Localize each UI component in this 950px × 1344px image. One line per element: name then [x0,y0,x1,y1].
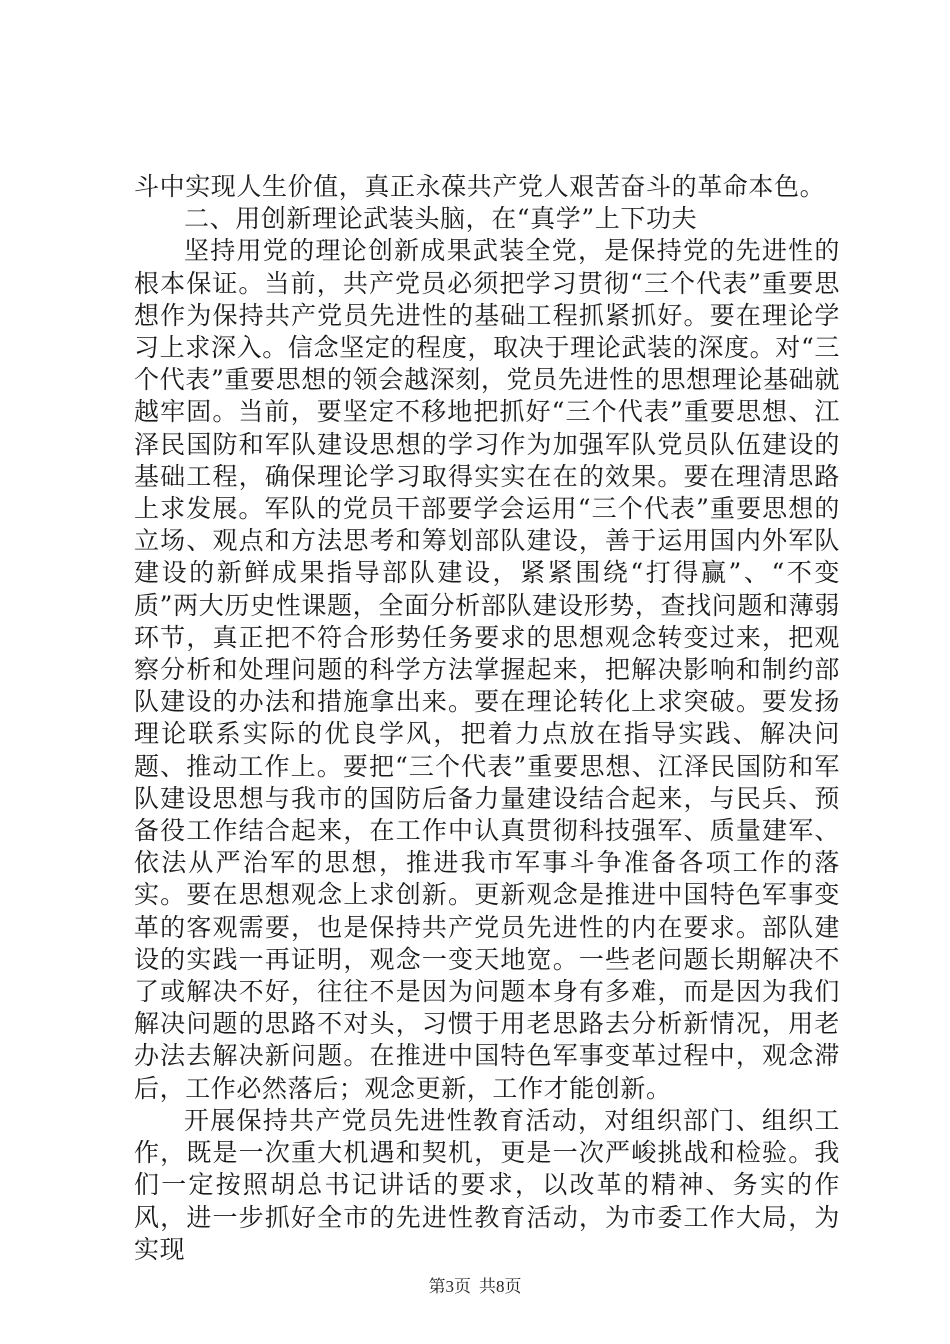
page-footer [0,1272,950,1297]
section-heading: 二、用创新理论武装头脑，在“真学”上下功夫 [184,204,698,234]
paragraph-continuation: 斗中实现人生价值，真正永葆共产党人艰苦奋斗的革命本色。 [134,172,826,201]
paragraph-theory: 坚持用党的理论创新成果武装全党，是保持党的先进性的根本保证。当前，共产党员必须把学习贯彻“三个代表”重要思想作为保持共产党员先进性的基础工程抓紧抓好。要在理论学习上求深入。信念坚定的程度，取决于理论武装的深度。对“三个代表”重要思想的领会越深刻，党员先进性的思想理论基础就越牢固。当前，要坚定不移地把抓好“三个代表”重要思想、江泽民国防和军队建设思想的学习作为加强军队党员队伍建设的基础工程，确保理论学习取得实实在在的效果。要在理清思路上求发展。军队的党员干部要学会运用“三个代表”重要思想的立场、观点和方法思考和筹划部队建设，善于运用国内外军队建设的新鲜成果指导部队建设，紧紧围绕“打得赢”、“不变质”两大历史性课题，全面分析部队建设形势，查找问题和薄弱环节，真正把不符合形势任务要求的思想观念转变过来，把观察分析和处理问题的科学方法掌握起来，把解决影响和制约部队建设的办法和措施拿出来。要在理论转化上求突破。要发扬理论联系实际的优良学风，把着力点放在指导实践、解决问题、推动工作上。要把“三个代表”重要思想、江泽民国防和军队建设思想与我市的国防后备力量建设结合起来，与民兵、预备役工作结合起来，在工作中认真贯彻科技强军、质量建军、依法从严治军的思想，推进我市军事斗争准备各项工作的落实。要在思想观念上求创新。更新观念是推进中国特色军事变革的客观需要，也是保持共产党员先进性的内在要求。部队建设的实践一再证明，观念一变天地宽。一些老问题长期解决不了或解决不好，往往不是因为问题本身有多难，而是因为我们解决问题的思路不对头，习惯于用老思路去分析新情况，用老办法去解决新问题。在推进中国特色军事变革过程中，观念滞后，工作必然落后；观念更新，工作才能创新。 [134,236,840,1103]
document-body [134,171,840,1266]
paragraph-conclusion: 开展保持共产党员先进性教育活动，对组织部门、组织工作，既是一次重大机遇和契机，更是一次严峻挑战和检验。我们一定按照胡总书记讲话的要求，以改革的精神、务实的作风，进一步抓好全市的先进性教育活动，为市委工作大局，为实现 [134,1105,840,1264]
page-number-total: 共8页 [479,1277,522,1296]
page-number-current: 第3页 [428,1277,471,1296]
